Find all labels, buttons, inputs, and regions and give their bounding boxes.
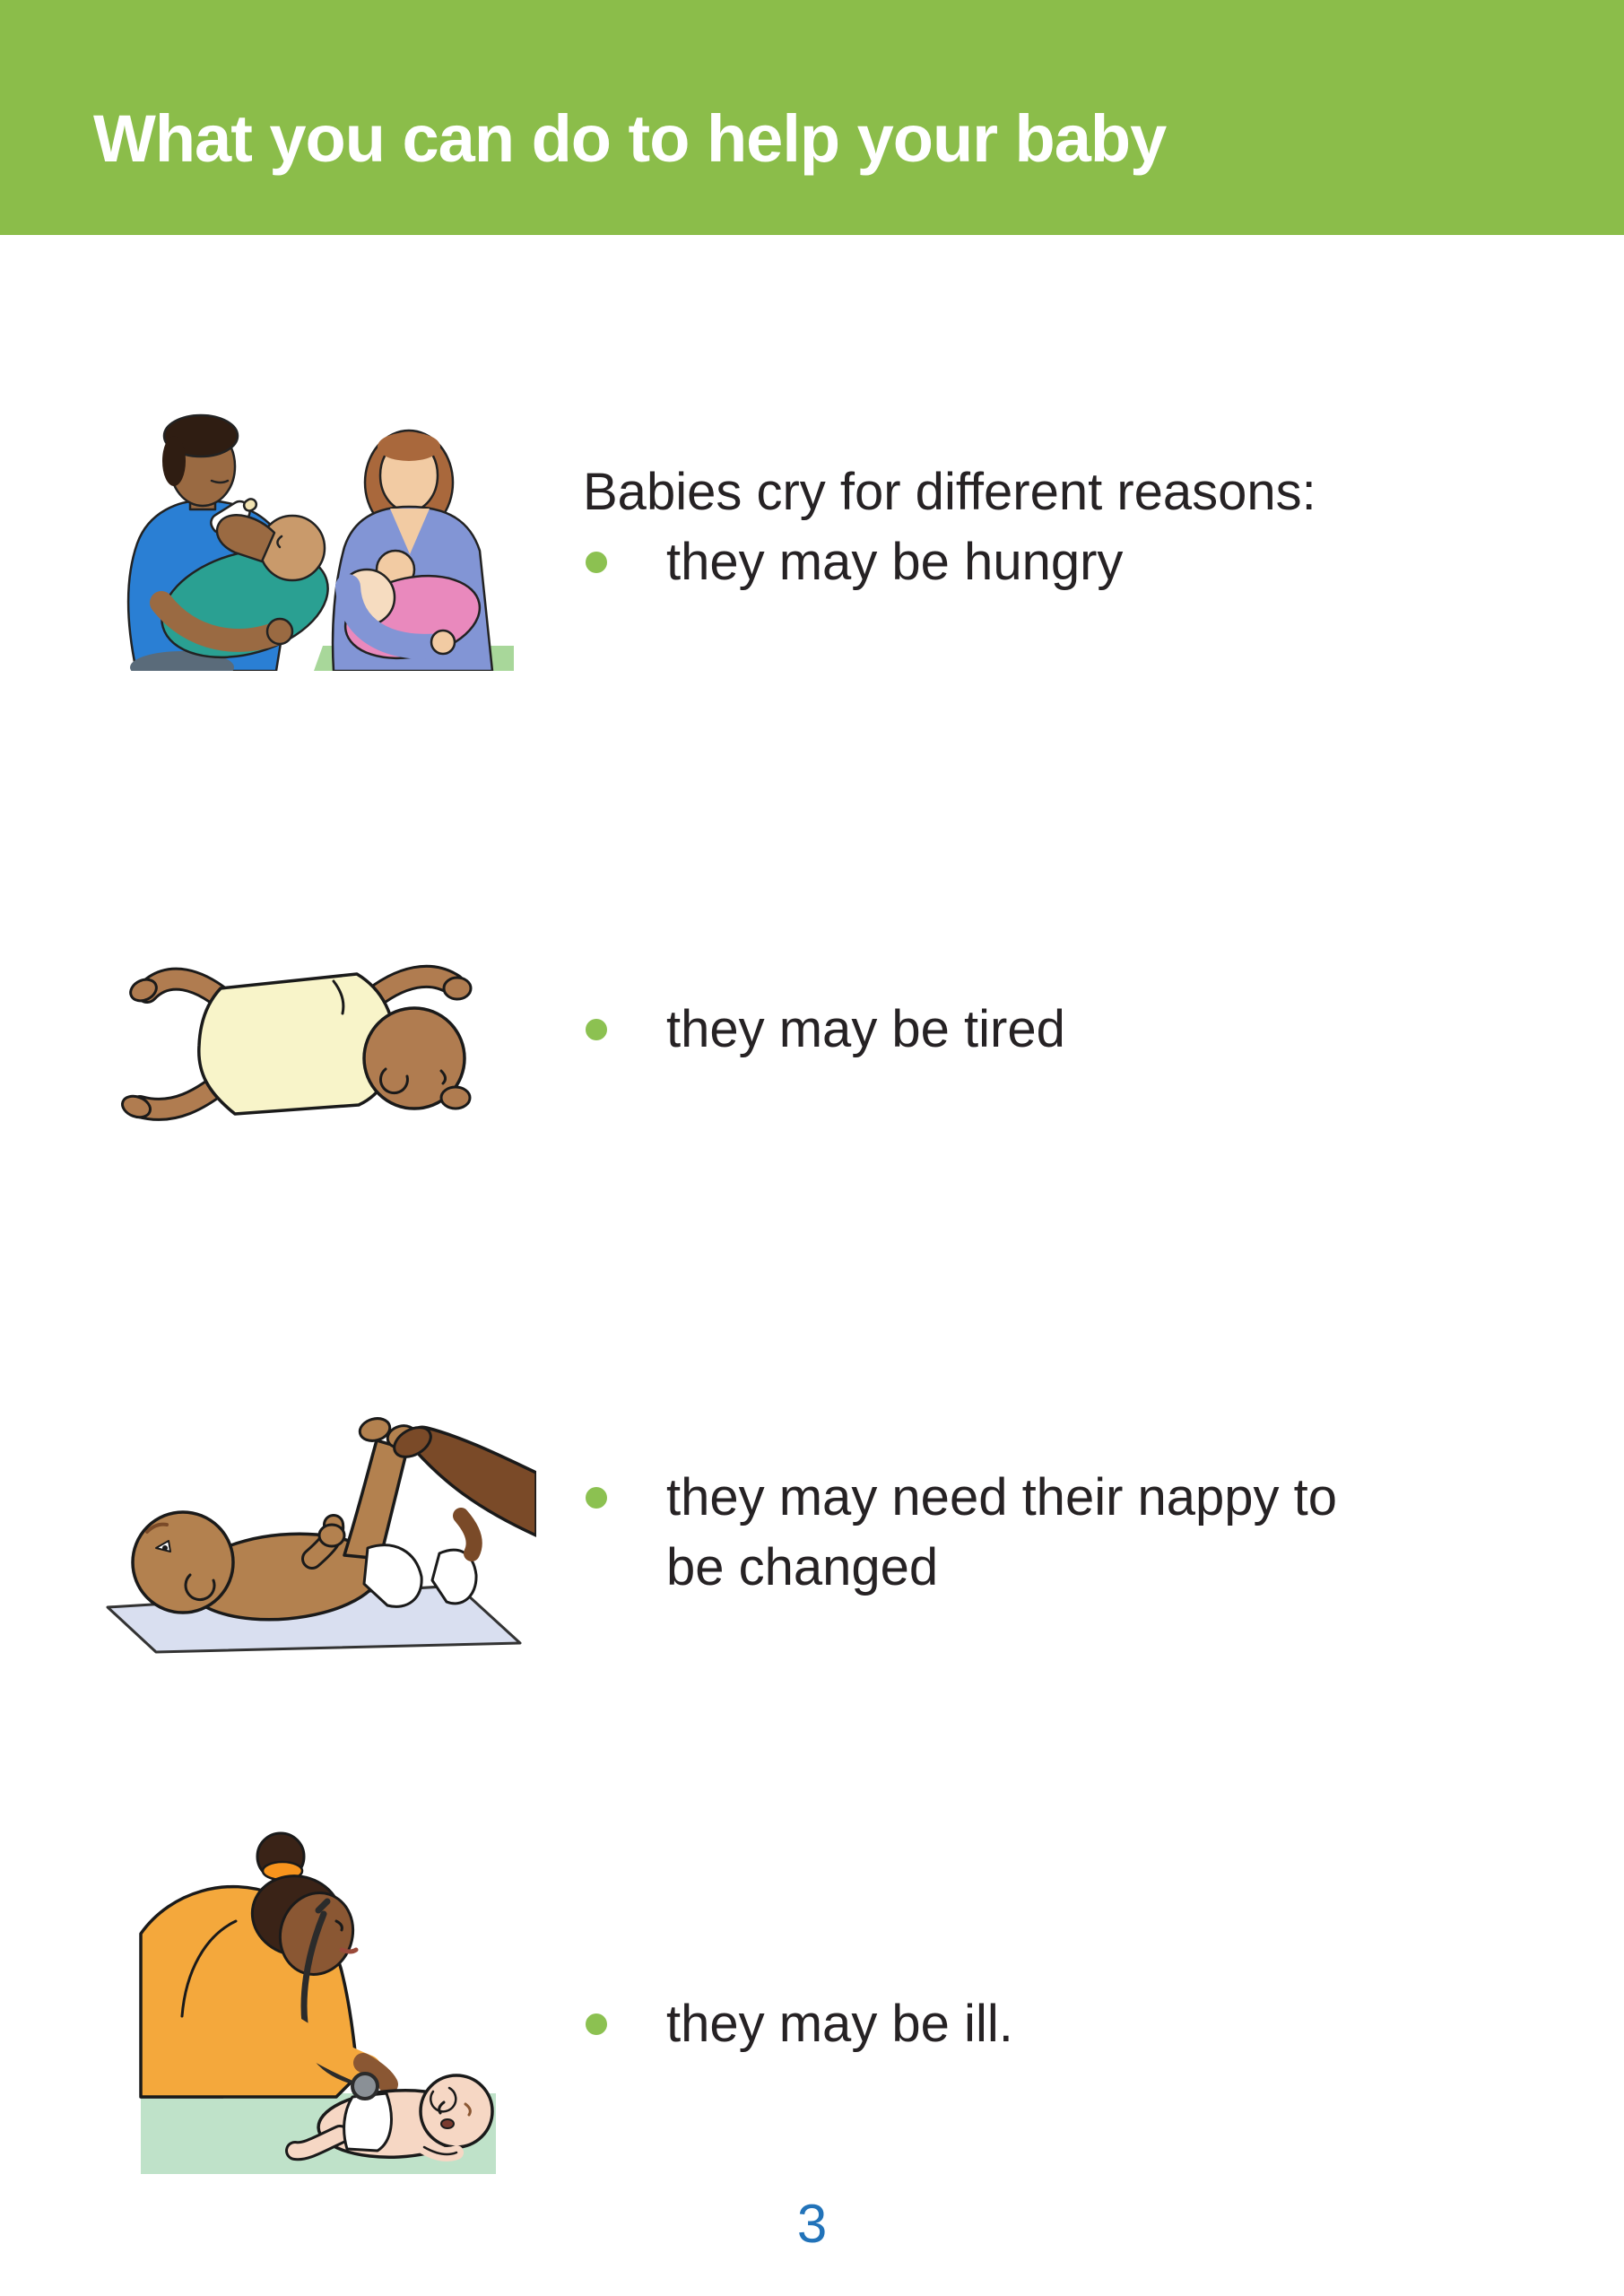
reason-item-ill [586, 1989, 1357, 2059]
reason-label: they may be ill. [666, 1995, 1013, 2053]
page-number: 3 [796, 2194, 828, 2254]
bullet-dot-icon [586, 1487, 607, 1509]
illustration-nappy-change [100, 1372, 536, 1659]
bullet-dot-icon [586, 552, 607, 573]
reason-label: they may need their nappy to be changed [666, 1468, 1338, 1596]
reason-item-hungry [586, 527, 1357, 597]
illustration-feeding-babies [97, 402, 514, 671]
bullet-dot-icon [586, 1019, 607, 1040]
reason-item-tired [586, 995, 1357, 1065]
reason-label: they may be tired [666, 1000, 1065, 1058]
illustration-sleeping-baby [99, 938, 486, 1137]
reason-item-nappy [586, 1463, 1357, 1603]
page-title: What you can do to help your baby [93, 101, 1167, 176]
reason-label: they may be hungry [666, 533, 1124, 591]
bullet-dot-icon [586, 2013, 607, 2035]
header-banner [0, 0, 1624, 235]
intro-text: Babies cry for different reasons: [583, 463, 1316, 521]
illustration-doctor-examining-baby [128, 1828, 496, 2178]
